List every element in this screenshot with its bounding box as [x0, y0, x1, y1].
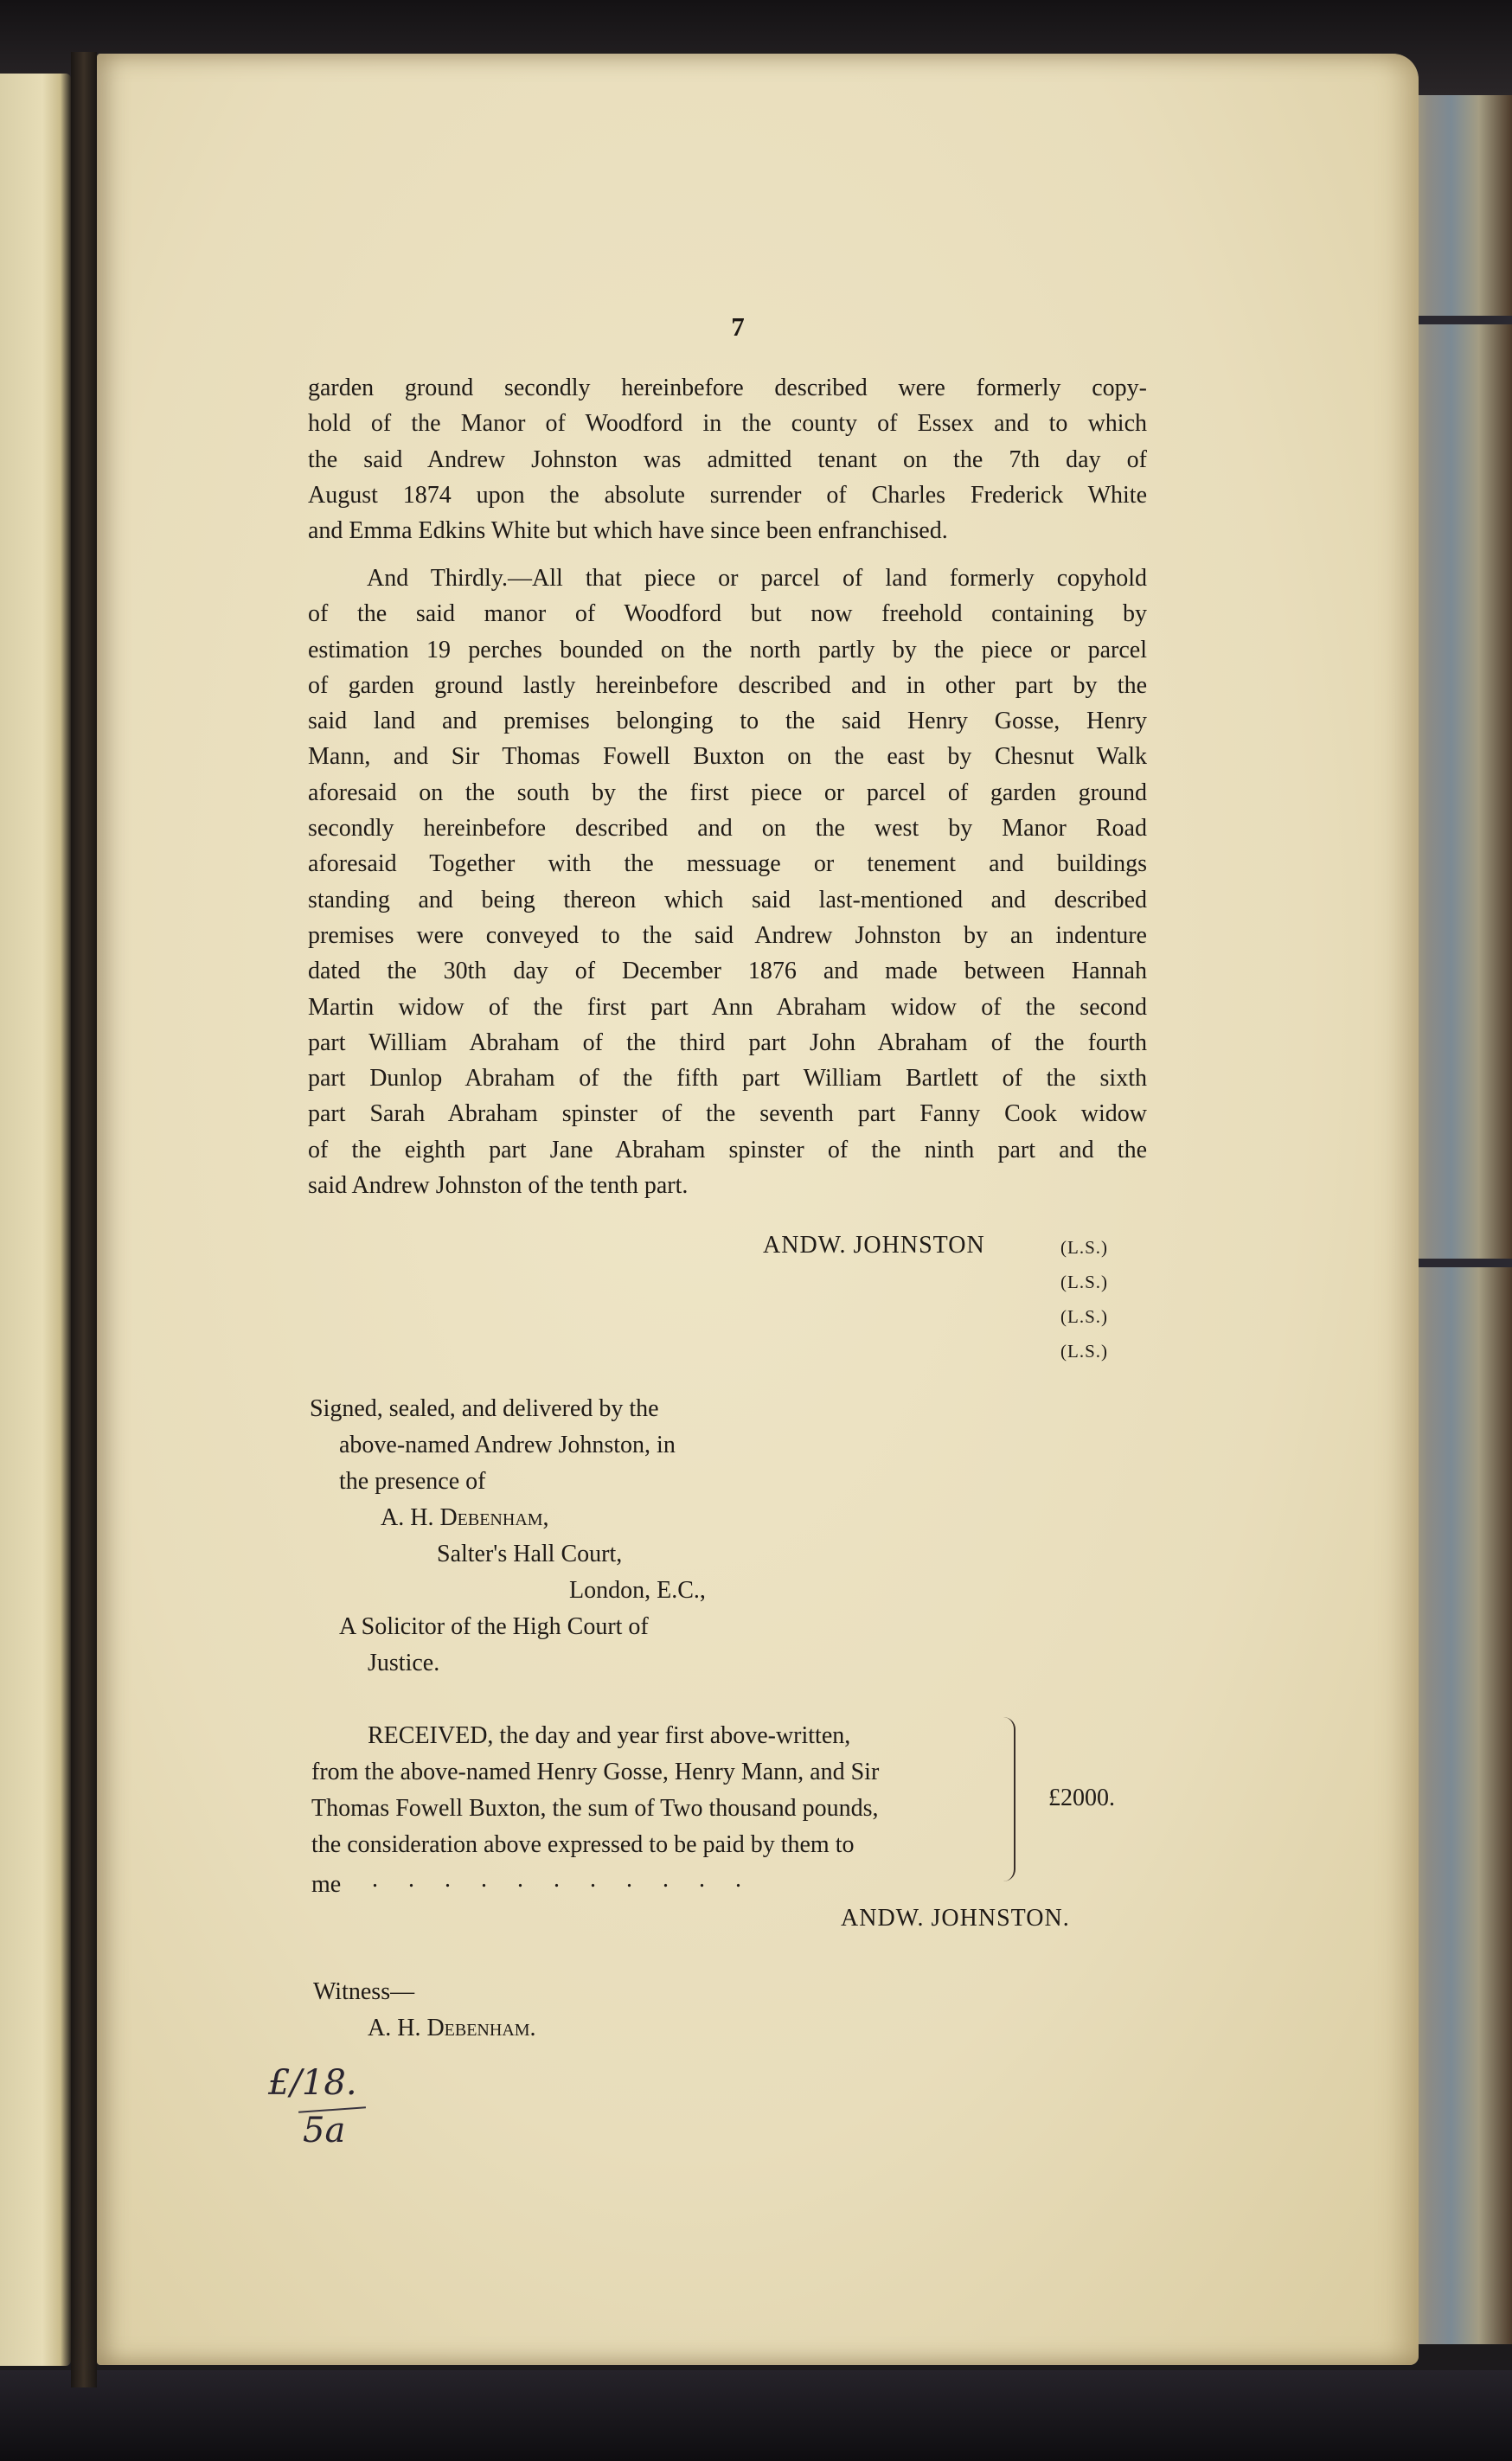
text-line: said land and premises belonging to the said Henry Gosse, Henry [308, 708, 1147, 735]
attestation-address: London, E.C., [569, 1577, 706, 1604]
text-line: aforesaid on the south by the first piece or parcel of garden ground [308, 779, 1147, 806]
attestation-line: above-named Andrew Johnston, in [339, 1432, 676, 1458]
text-line: standing and being thereon which said last-mentioned and described [308, 886, 1147, 913]
text-line: part Sarah Abraham spinster of the seventh part Fanny Cook widow [308, 1100, 1147, 1128]
book-edge-bottom [0, 2370, 1512, 2461]
text-line: aforesaid Together with the messuage or tenement and buildings [308, 850, 1147, 878]
text-line: And Thirdly.—All that piece or parcel of land formerly copyhold [367, 565, 1147, 592]
text-line: part William Abraham of the third part John Abraham of the fourth [308, 1029, 1147, 1056]
paragraph-1 [308, 370, 1147, 548]
paragraph-2 [308, 561, 1147, 1203]
handwritten-note: 5a [303, 2111, 346, 2150]
text-line: said Andrew Johnston of the tenth part. [308, 1172, 689, 1200]
text-line: Martin widow of the first part Ann Abraham widow of the second [308, 993, 1147, 1021]
receipt-line: me [311, 1871, 342, 1898]
ls-mark: (L.S.) [1060, 1306, 1108, 1327]
text-line: hold of the Manor of Woodford in the county of Essex and to which [308, 410, 1147, 438]
text-line: and Emma Edkins White but which have since been enfranchised. [308, 517, 948, 545]
attesting-witness-name: A. H. Debenham, [381, 1504, 549, 1531]
receipt-line: the consideration above expressed to be paid by them to [311, 1831, 855, 1858]
page-number: 7 [731, 311, 745, 342]
receipt-line: from the above-named Henry Gosse, Henry Mann, and Sir [311, 1759, 880, 1785]
attestation-line: A Solicitor of the High Court of [339, 1613, 649, 1640]
attestation-address: Salter's Hall Court, [437, 1541, 623, 1567]
text-line: premises were conveyed to the said Andrew Johnston by an indenture [308, 921, 1147, 949]
facing-page-edge [0, 74, 71, 2366]
book-gutter [71, 52, 97, 2387]
text-line: August 1874 upon the absolute surrender of Charles Frederick White [308, 481, 1147, 509]
text-line: the said Andrew Johnston was admitted tenant on the 7th day of [308, 445, 1147, 473]
text-line: of garden ground lastly hereinbefore described and in other part by the [308, 671, 1147, 699]
signature-name: ANDW. JOHNSTON [763, 1232, 985, 1259]
receipt-signature: ANDW. JOHNSTON. [841, 1905, 1070, 1932]
receipt-line: RECEIVED, the day and year first above-written, [368, 1722, 851, 1749]
text-line: of the eighth part Jane Abraham spinster of the ninth part and the [308, 1136, 1147, 1163]
ls-mark: (L.S.) [1060, 1341, 1108, 1362]
text-line: Mann, and Sir Thomas Fowell Buxton on the east by Chesnut Walk [308, 743, 1147, 771]
dot-leader: . . . . . . . . . . . [372, 1866, 753, 1893]
receipt-line: Thomas Fowell Buxton, the sum of Two thousand pounds, [311, 1795, 879, 1822]
text-line: garden ground secondly hereinbefore described were formerly copy- [308, 375, 1147, 401]
receipt-bracket [1003, 1717, 1015, 1881]
text-line: estimation 19 perches bounded on the north partly by the piece or parcel [308, 636, 1147, 663]
attestation-line: Signed, sealed, and delivered by the [310, 1395, 659, 1422]
text-line: secondly hereinbefore described and on the west by Manor Road [308, 815, 1147, 843]
ls-mark: (L.S.) [1060, 1237, 1108, 1258]
ls-mark: (L.S.) [1060, 1272, 1108, 1292]
attestation-line: Justice. [368, 1650, 440, 1676]
witness-name: A. H. Debenham. [368, 2015, 536, 2041]
text-line: part Dunlop Abraham of the fifth part William Bartlett of the sixth [308, 1065, 1147, 1093]
text-line: dated the 30th day of December 1876 and made between Hannah [308, 958, 1147, 985]
attestation-line: the presence of [339, 1468, 486, 1495]
handwritten-note: £/18. [268, 2063, 357, 2103]
witness-label: Witness— [313, 1978, 415, 2005]
receipt-amount: £2000. [1048, 1785, 1115, 1811]
text-line: of the said manor of Woodford but now freehold containing by [308, 600, 1147, 628]
